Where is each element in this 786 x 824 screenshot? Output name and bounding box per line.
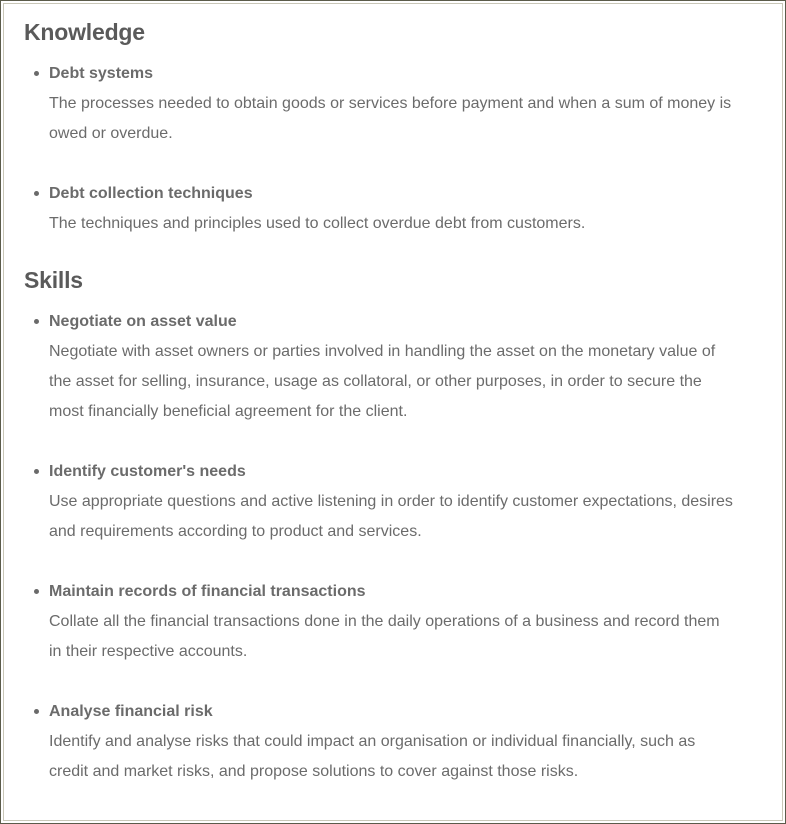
bullet-icon	[34, 319, 39, 324]
bullet-icon	[34, 469, 39, 474]
item-title: Debt collection techniques	[49, 185, 253, 202]
skills-item-financial-records	[24, 577, 734, 667]
item-title: Debt systems	[49, 65, 154, 82]
item-description: Collate all the financial transactions done in the daily operations of a business and record them in their respective accounts.	[49, 613, 720, 660]
item-description: The techniques and principles used to collect overdue debt from customers.	[49, 215, 586, 232]
item-description: Use appropriate questions and active listening in order to identify customer expectations, desires and requirements according to product and services.	[49, 493, 733, 540]
skills-heading: Skills	[24, 267, 83, 293]
item-title: Analyse financial risk	[49, 703, 213, 720]
knowledge-heading: Knowledge	[24, 19, 145, 45]
item-title: Negotiate on asset value	[49, 313, 237, 330]
bullet-icon	[34, 589, 39, 594]
skills-item-customer-needs	[24, 457, 734, 547]
item-description: Identify and analyse risks that could impact an organisation or individual financially, such as credit and market risks, and propose solutions to cover against those risks.	[49, 733, 696, 780]
item-title: Maintain records of financial transactions	[49, 583, 366, 600]
knowledge-item-debt-systems	[24, 59, 734, 149]
knowledge-list	[24, 59, 734, 239]
item-description: Negotiate with asset owners or parties involved in handling the asset on the monetary value of the asset for selling, insurance, usage as collatoral, or other purposes, in order to secure the most financially beneficial agreement for the client.	[49, 343, 716, 420]
bullet-icon	[34, 191, 39, 196]
item-description: The processes needed to obtain goods or services before payment and when a sum of money is owed or overdue.	[49, 95, 732, 142]
bullet-icon	[34, 709, 39, 714]
knowledge-item-debt-collection	[24, 179, 734, 239]
skills-item-financial-risk	[24, 697, 734, 787]
item-title: Identify customer's needs	[49, 463, 246, 480]
knowledge-section	[24, 15, 734, 239]
skills-section	[24, 263, 734, 787]
content-area	[24, 15, 734, 787]
bullet-icon	[34, 71, 39, 76]
skills-item-negotiate	[24, 307, 734, 427]
skills-list	[24, 307, 734, 787]
